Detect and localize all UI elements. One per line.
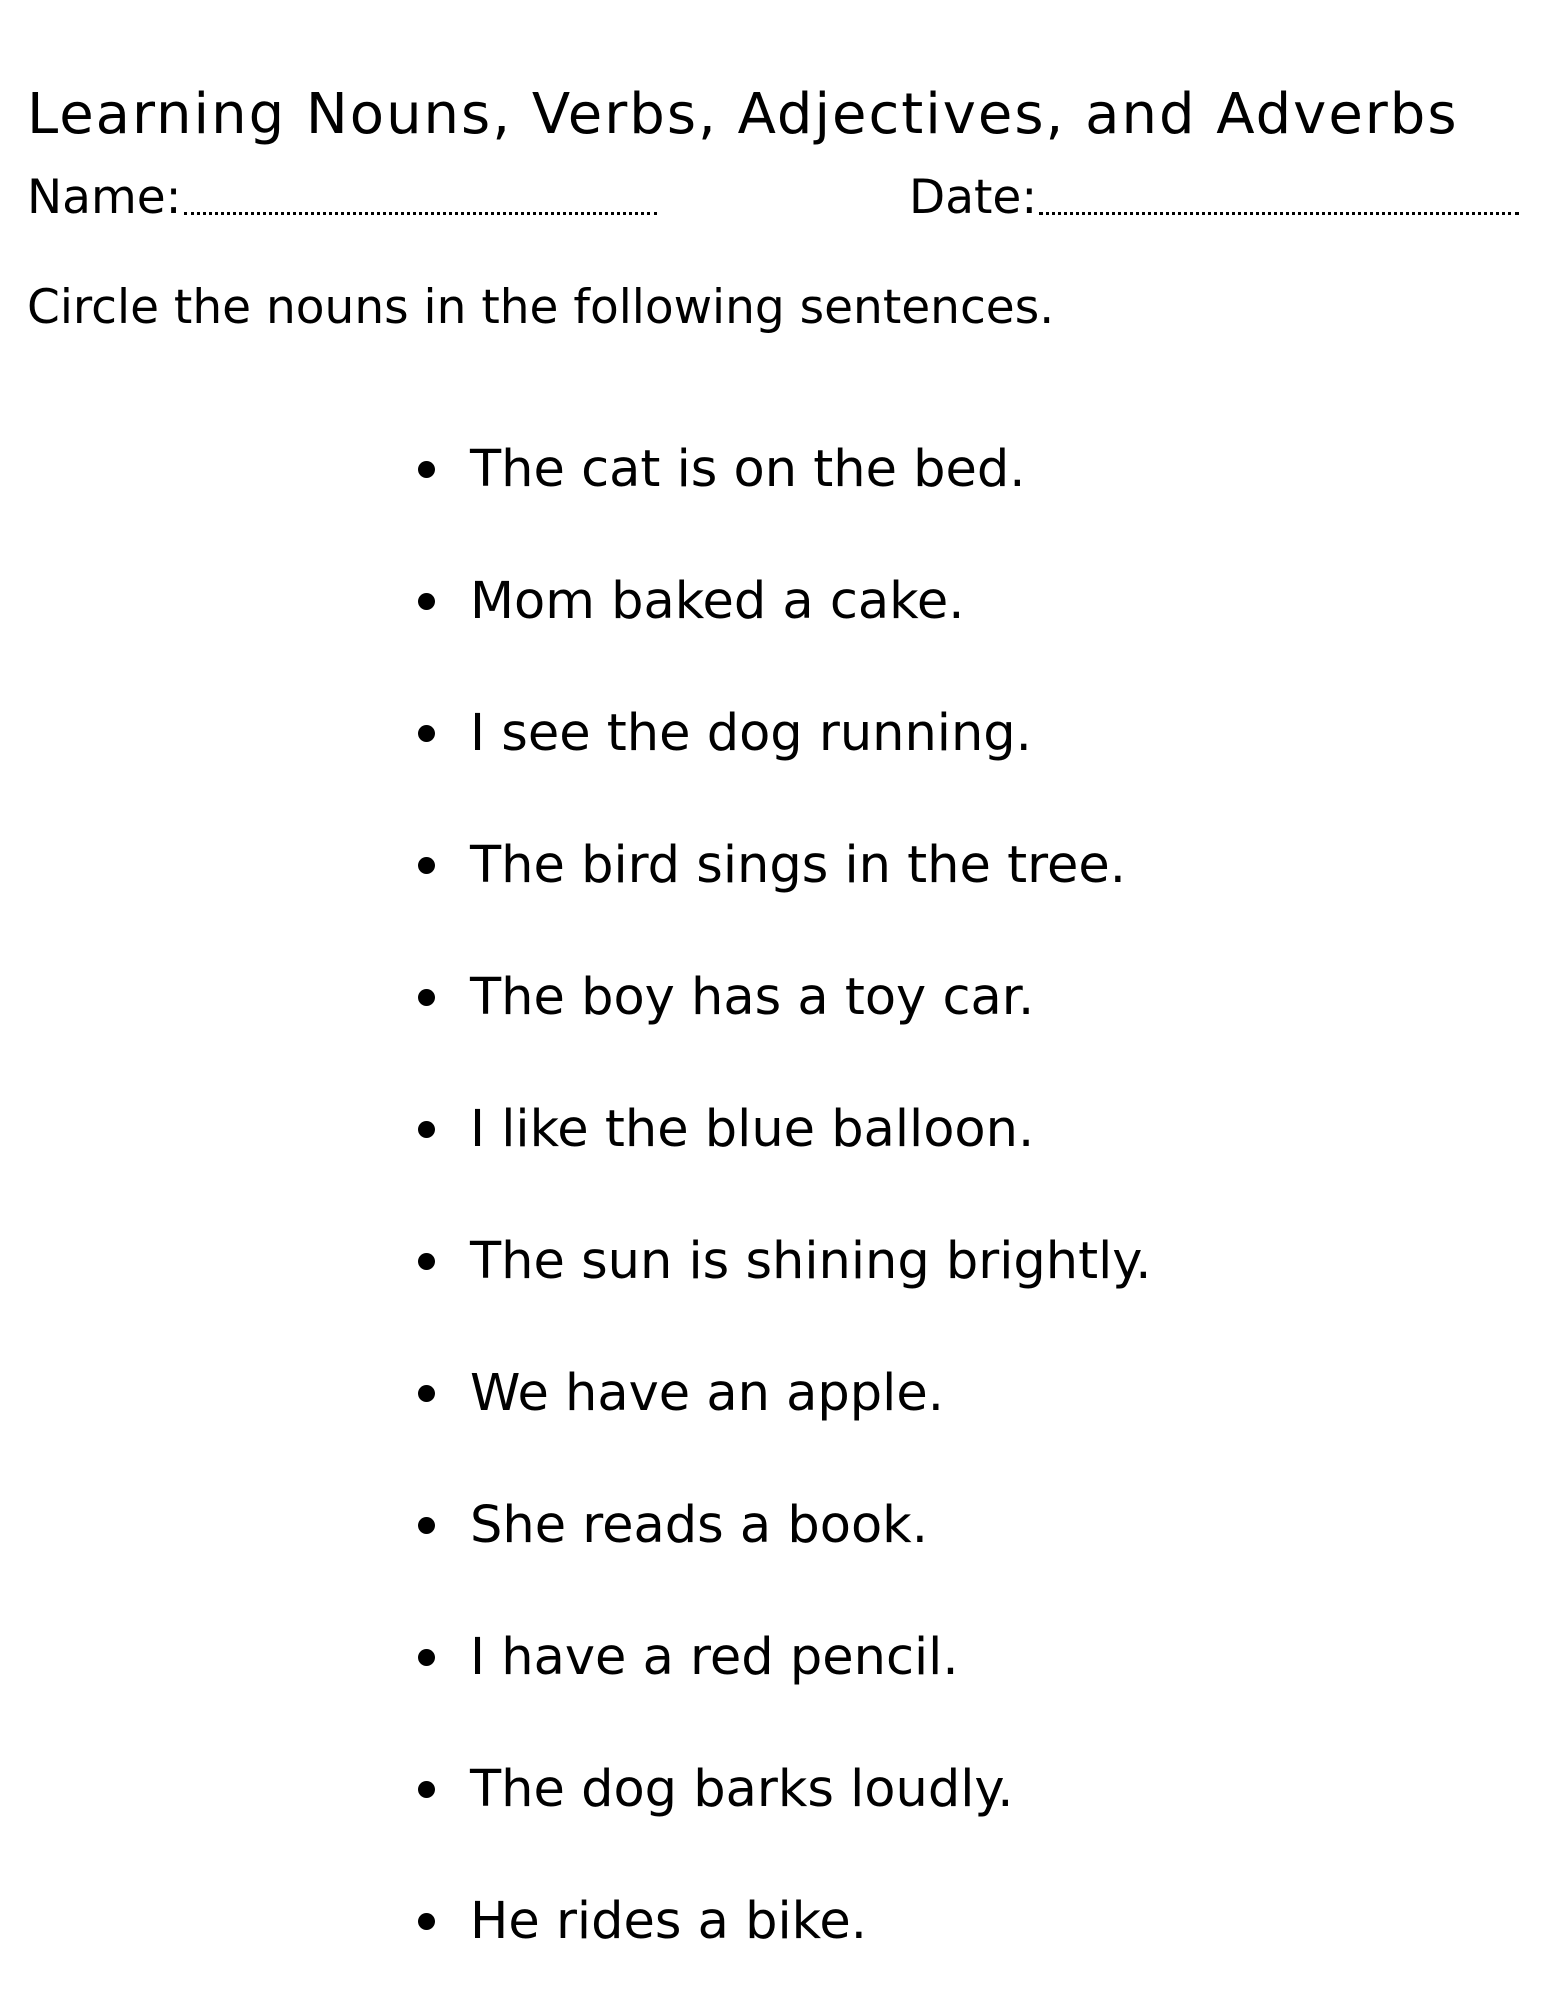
bullet-icon xyxy=(418,989,435,1006)
sentence-text: The dog barks loudly. xyxy=(470,1759,1014,1819)
sentence-item xyxy=(418,1855,1151,1987)
bullet-icon xyxy=(418,1649,435,1666)
bullet-icon xyxy=(418,1121,435,1138)
sentence-item xyxy=(418,1591,1151,1723)
date-dotted-line xyxy=(1039,212,1519,215)
sentence-text: I have a red pencil. xyxy=(470,1627,959,1687)
bullet-icon xyxy=(418,1253,435,1270)
sentence-item xyxy=(418,1459,1151,1591)
sentence-item xyxy=(418,799,1151,931)
sentence-item xyxy=(418,667,1151,799)
name-field xyxy=(27,168,657,228)
sentence-text: The sun is shining brightly. xyxy=(470,1231,1152,1291)
sentence-text: He rides a bike. xyxy=(470,1891,867,1951)
sentence-text: The cat is on the bed. xyxy=(470,439,1026,499)
sentence-item xyxy=(418,1723,1151,1855)
sentence-item xyxy=(418,1327,1151,1459)
instructions: Circle the nouns in the following sentences. xyxy=(27,280,1055,335)
bullet-icon xyxy=(418,461,435,478)
bullet-icon xyxy=(418,1781,435,1798)
bullet-icon xyxy=(418,593,435,610)
bullet-icon xyxy=(418,1385,435,1402)
sentence-text: The boy has a toy car. xyxy=(470,967,1035,1027)
sentence-item xyxy=(418,403,1151,535)
bullet-icon xyxy=(418,1517,435,1534)
sentence-text: The bird sings in the tree. xyxy=(470,835,1126,895)
sentence-text: Mom baked a cake. xyxy=(470,571,965,631)
sentence-text: I like the blue balloon. xyxy=(470,1099,1035,1159)
worksheet-title: Learning Nouns, Verbs, Adjectives, and Adverbs xyxy=(27,81,1459,147)
bullet-icon xyxy=(418,1913,435,1930)
sentence-item xyxy=(418,535,1151,667)
date-field xyxy=(909,168,1519,228)
bullet-icon xyxy=(418,725,435,742)
sentence-text: She reads a book. xyxy=(470,1495,928,1555)
name-dotted-line xyxy=(184,212,658,215)
bullet-icon xyxy=(418,857,435,874)
sentence-item xyxy=(418,1063,1151,1195)
name-label: Name: xyxy=(27,170,182,225)
sentence-item xyxy=(418,931,1151,1063)
sentence-text: We have an apple. xyxy=(470,1363,944,1423)
date-label: Date: xyxy=(909,170,1038,225)
sentence-text: I see the dog running. xyxy=(470,703,1032,763)
sentence-list xyxy=(418,403,1151,1987)
sentence-item xyxy=(418,1195,1151,1327)
